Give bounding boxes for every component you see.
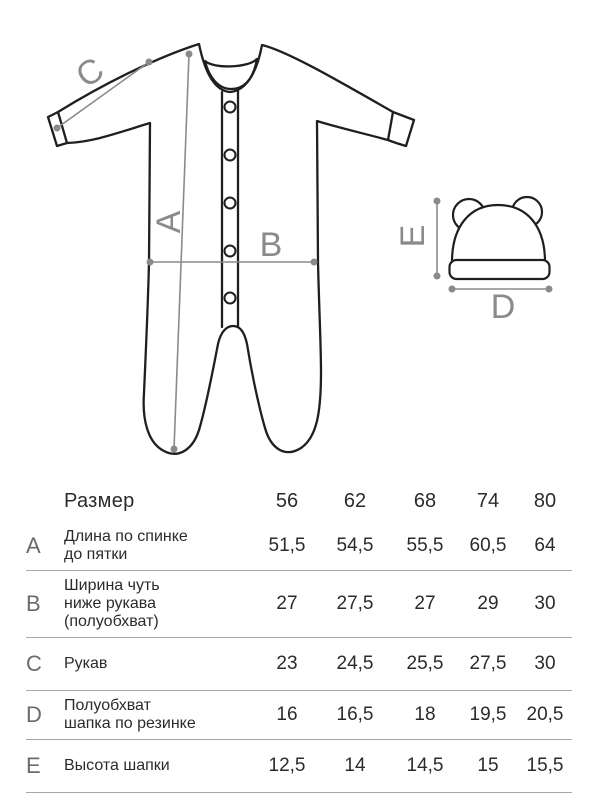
row-value: 19,5: [469, 704, 507, 725]
size-table: [26, 480, 572, 793]
row-value: 18: [414, 704, 436, 725]
snap-button: [225, 246, 236, 257]
row-letter: C: [26, 651, 42, 676]
diagram-label-A: A: [150, 210, 188, 234]
row-value: 27: [414, 593, 436, 614]
size-column-header: 62: [343, 489, 367, 512]
row-letter: A: [26, 533, 41, 558]
row-value: 51,5: [268, 535, 306, 556]
row-description-line: ниже рукава: [64, 595, 157, 612]
table-header-row: [26, 480, 572, 522]
table-row: [26, 740, 572, 793]
size-column-header: 68: [413, 489, 437, 512]
row-description: [64, 757, 256, 775]
size-column-header: 56: [275, 489, 299, 512]
size-column-header: 74: [476, 489, 500, 512]
row-value: 27,5: [336, 593, 374, 614]
row-letter: E: [26, 753, 41, 778]
hat-brim: [450, 260, 550, 279]
onesie-drawing: [48, 44, 414, 454]
row-value: 30: [534, 653, 556, 674]
row-description: [64, 697, 256, 733]
diagram-label-C: C: [69, 50, 111, 96]
row-description-line: Полуобхват: [64, 697, 151, 714]
row-description-line: (полуобхват): [64, 613, 159, 630]
size-table-body: [26, 522, 572, 793]
row-description-line: до пятки: [64, 546, 128, 563]
snap-button: [225, 150, 236, 161]
row-value: 20,5: [526, 704, 564, 725]
table-row: [26, 638, 572, 691]
row-value: 30: [534, 593, 556, 614]
row-description-line: Рукав: [64, 655, 108, 672]
row-value: 24,5: [336, 653, 374, 674]
row-value: 16,5: [336, 704, 374, 725]
row-value: 60,5: [469, 535, 507, 556]
row-value: 54,5: [336, 535, 374, 556]
row-value: 25,5: [406, 653, 444, 674]
measure-line-hat-height-E: [434, 198, 441, 280]
table-row: [26, 522, 572, 571]
row-value: 15,5: [526, 755, 564, 776]
size-column-header: 80: [533, 489, 557, 512]
row-description: [64, 655, 256, 673]
row-description-line: Высота шапки: [64, 757, 170, 774]
hat-drawing: [450, 197, 550, 279]
row-description: [64, 577, 256, 631]
row-value: 27,5: [469, 653, 507, 674]
row-value: 15: [477, 755, 499, 776]
row-value: 23: [276, 653, 298, 674]
table-header-label: Размер: [64, 490, 135, 512]
row-letter: B: [26, 591, 41, 616]
row-description: [64, 528, 256, 564]
row-value: 14,5: [406, 755, 444, 776]
row-description-line: Длина по спинке: [64, 528, 188, 545]
table-row: [26, 691, 572, 740]
row-description-line: Ширина чуть: [64, 577, 160, 594]
row-letter: D: [26, 702, 42, 727]
row-value: 55,5: [406, 535, 444, 556]
row-value: 64: [534, 535, 556, 556]
diagram-label-B: B: [259, 226, 283, 264]
row-value: 27: [276, 593, 298, 614]
row-value: 12,5: [268, 755, 306, 776]
diagram-label-D: D: [490, 288, 516, 326]
snap-button: [225, 198, 236, 209]
diagram-label-E: E: [394, 224, 432, 248]
row-description-line: шапка по резинке: [64, 715, 196, 732]
row-value: 29: [477, 593, 499, 614]
table-row: [26, 571, 572, 638]
row-value: 16: [276, 704, 298, 725]
snap-button: [225, 102, 236, 113]
snap-button: [225, 293, 236, 304]
row-value: 14: [344, 755, 366, 776]
